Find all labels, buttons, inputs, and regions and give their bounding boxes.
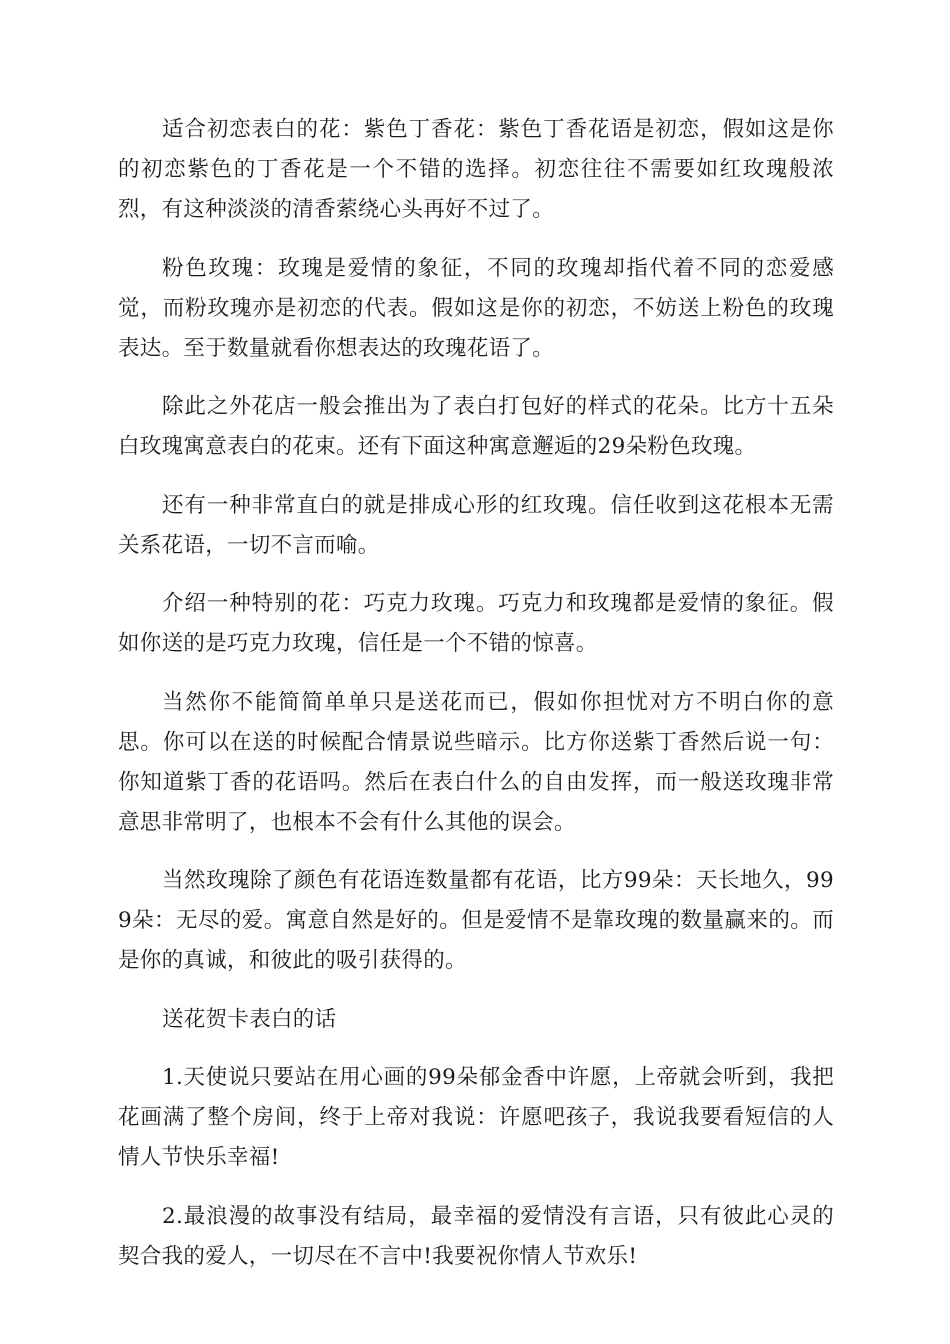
paragraph-florist-bouquet: 除此之外花店一般会推出为了表白打包好的样式的花朵。比方十五朵白玫瑰寓意表白的花束。还有下面这种寓意邂逅的29朵粉色玫瑰。	[118, 394, 834, 459]
paragraph-rose-numbers: 当然玫瑰除了颜色有花语连数量都有花语，比方99朵：天长地久，999朵：无尽的爱。寓意自然是好的。但是爱情不是靠玫瑰的数量赢来的。而是你的真诚，和彼此的吸引获得的。	[118, 868, 834, 973]
paragraph-lilac: 适合初恋表白的花：紫色丁香花：紫色丁香花语是初恋，假如这是你的初恋紫色的丁香花是一个不错的选择。初恋往往不需要如红玫瑰般浓烈，有这种淡淡的清香萦绕心头再好不过了。	[118, 117, 834, 222]
paragraph-pink-rose: 粉色玫瑰：玫瑰是爱情的象征，不同的玫瑰却指代着不同的恋爱感觉，而粉玫瑰亦是初恋的代表。假如这是你的初恋，不妨送上粉色的玫瑰表达。至于数量就看你想表达的玫瑰花语了。	[118, 255, 834, 361]
card-message-2: 2.最浪漫的故事没有结局，最幸福的爱情没有言语，只有彼此心灵的契合我的爱人，一切尽在不言中!我要祝你情人节欢乐!	[118, 1203, 834, 1269]
section-heading-card-words: 送花贺卡表白的话	[162, 1006, 337, 1032]
document-body	[118, 110, 834, 1295]
card-message-1: 1.天使说只要站在用心画的99朵郁金香中许愿，上帝就会听到，我把花画满了整个房间，终于上帝对我说：许愿吧孩子，我说我要看短信的人情人节快乐幸福!	[118, 1065, 834, 1170]
paragraph-chocolate-rose: 介绍一种特别的花：巧克力玫瑰。巧克力和玫瑰都是爱情的象征。假如你送的是巧克力玫瑰，信任是一个不错的惊喜。	[118, 591, 834, 656]
paragraph-heart-roses: 还有一种非常直白的就是排成心形的红玫瑰。信任收到这花根本无需关系花语，一切不言而喻。	[118, 492, 834, 558]
paragraph-hints: 当然你不能简简单单只是送花而已，假如你担忧对方不明白你的意思。你可以在送的时候配合情景说些暗示。比方你送紫丁香然后说一句：你知道紫丁香的花语吗。然后在表白什么的自由发挥，而一般送玫瑰非常意思非常明了，也根本不会有什么其他的误会。	[118, 689, 834, 835]
